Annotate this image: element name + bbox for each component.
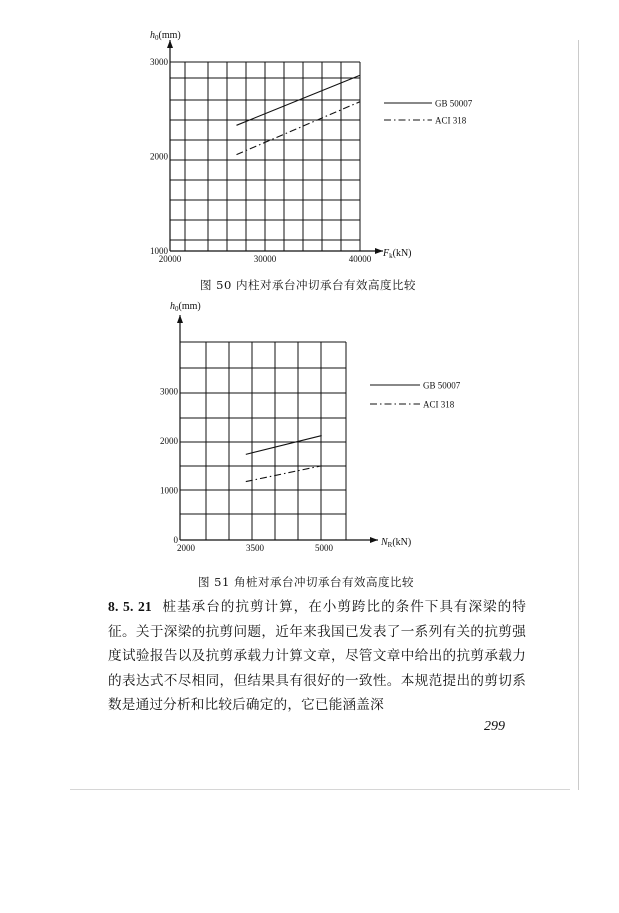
x-axis-arrow <box>375 248 383 254</box>
series-line <box>246 466 322 482</box>
series-line <box>246 436 322 455</box>
figure-caption-51: 图 51 角桩对承台冲切承台有效高度比较 <box>198 575 414 589</box>
legend-label: GB 50007 <box>435 98 473 109</box>
paragraph-gap <box>152 599 163 615</box>
y-tick-label: 3000 <box>150 57 168 67</box>
x-tick-label: 20000 <box>158 254 182 264</box>
y-axis-arrow <box>177 315 183 323</box>
page-number: 299 <box>484 719 505 734</box>
y-tick-label: 1000 <box>150 246 168 256</box>
y-tick-label: 0 <box>173 535 178 545</box>
legend-label: ACI 318 <box>423 399 455 410</box>
legend-label: ACI 318 <box>435 115 467 126</box>
y-axis-label: $h_0(mm)$ <box>150 30 181 42</box>
x-tick-label: 2000 <box>177 543 195 553</box>
scan-edge-bottom <box>70 789 570 790</box>
paragraph-text: 桩基承台的抗剪计算，在小剪跨比的条件下具有深梁的特征。关于深梁的抗剪问题，近年来我国已发表了一系列有关的抗剪强度试验报告以及抗剪承载力计算文章，尽管文章中给出的抗剪承载力的表达式不尽相同，但结果具有很好的一致性。本规范提出的剪切系数是通过分析和比较后确定的，它已能涵盖深 <box>108 599 526 713</box>
y-tick-label: 2000 <box>160 436 178 446</box>
y-axis-arrow <box>167 40 173 48</box>
x-tick-label: 30000 <box>253 254 277 264</box>
x-tick-label: 3500 <box>246 543 264 553</box>
chart-fig50 <box>0 0 619 275</box>
x-tick-label: 40000 <box>348 254 372 264</box>
y-axis-label: $h_0(mm)$ <box>170 301 201 313</box>
figure-caption-50: 图 50 内柱对承台冲切承台有效高度比较 <box>200 278 416 292</box>
chart-fig51 <box>0 292 619 560</box>
x-axis-arrow <box>370 537 378 543</box>
legend-label: GB 50007 <box>423 380 461 391</box>
section-number: 8. 5. 21 <box>108 599 152 614</box>
scan-edge-right <box>578 40 579 790</box>
x-axis-label: $F_k(kN)$ <box>383 248 412 260</box>
y-tick-label: 1000 <box>160 485 178 496</box>
y-tick-label: 2000 <box>150 151 168 162</box>
x-axis-label: $N_R(kN)$ <box>381 537 412 549</box>
body-paragraph <box>108 595 526 718</box>
x-tick-label: 5000 <box>315 543 333 553</box>
y-tick-label: 3000 <box>160 386 178 397</box>
